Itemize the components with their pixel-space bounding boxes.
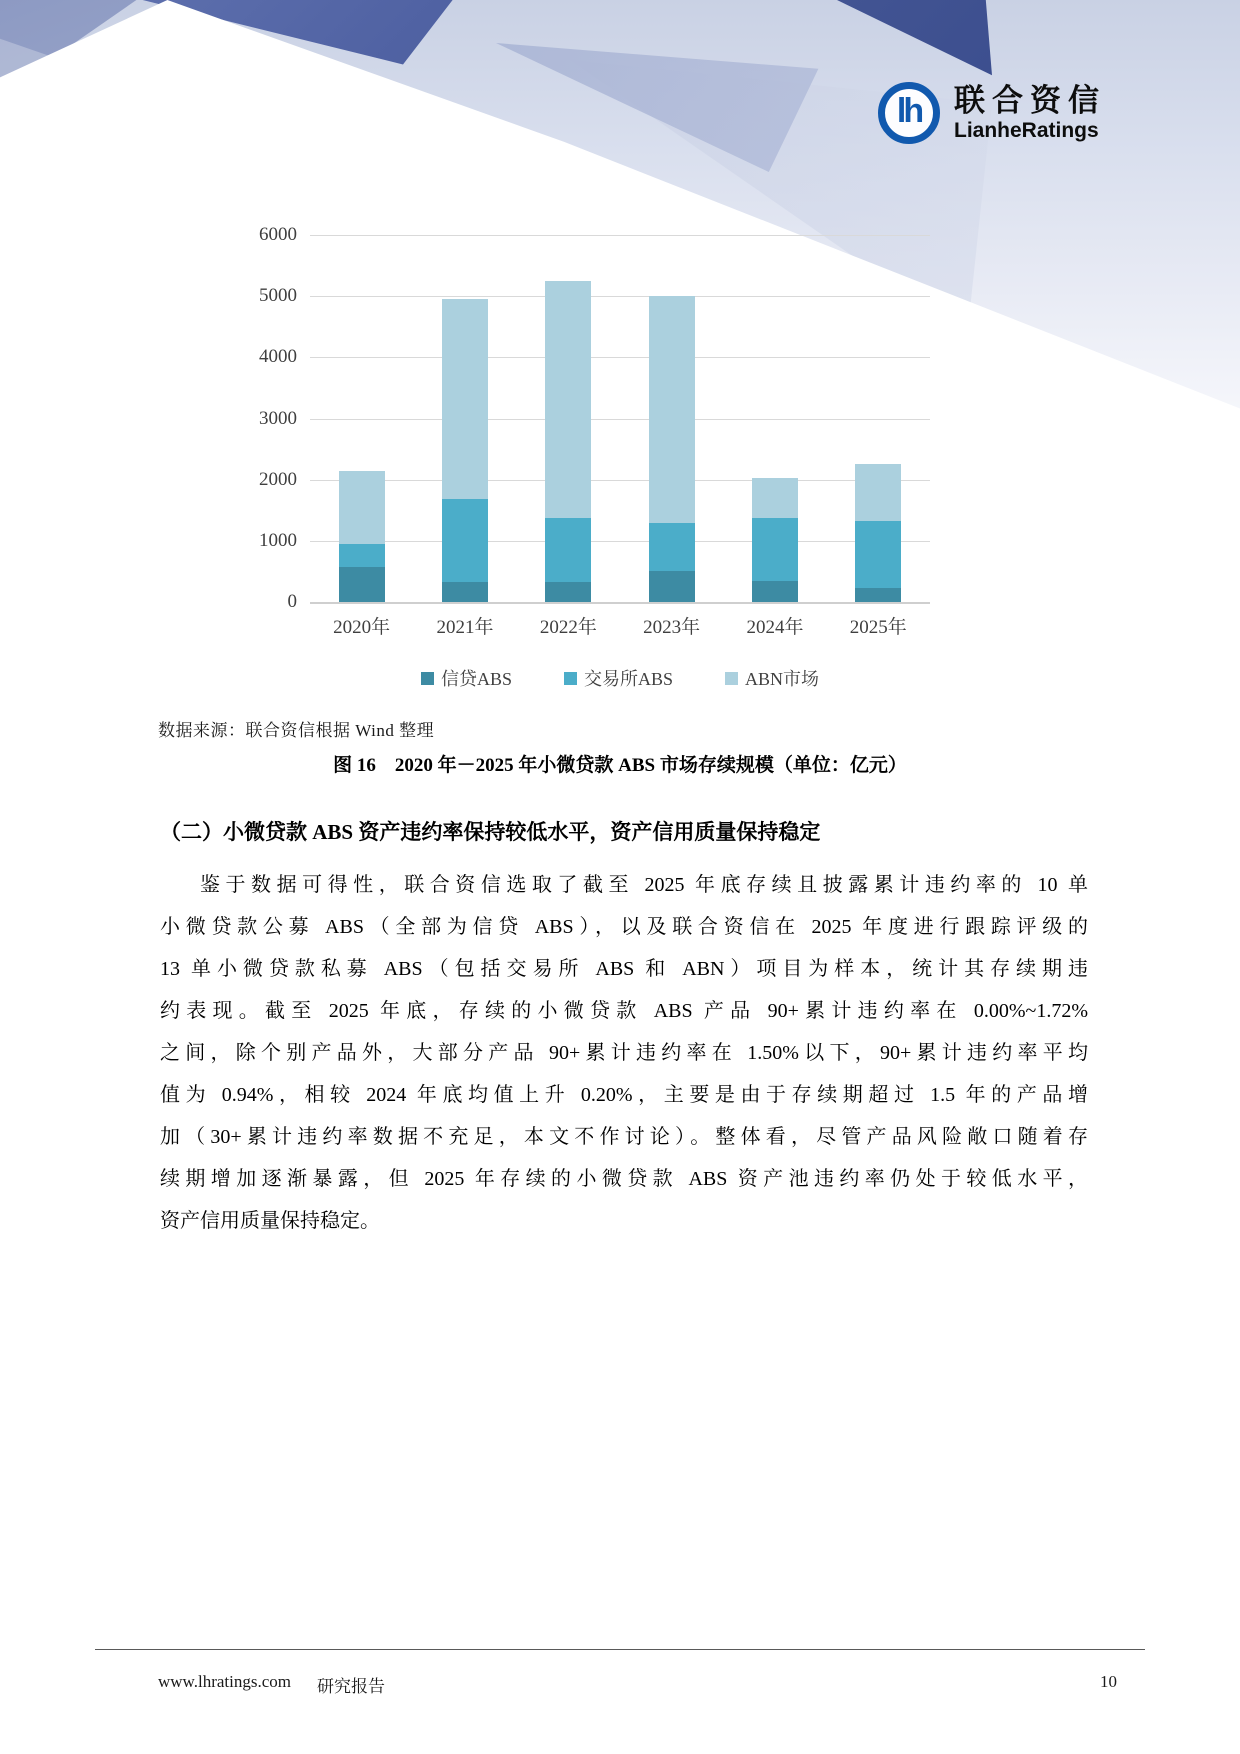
lianhe-logo-icon (878, 82, 940, 144)
x-axis-tick-label: 2023年 (643, 617, 701, 638)
body-paragraph (160, 864, 1088, 1242)
data-source-note: 数据来源：联合资信根据 Wind 整理 (158, 721, 435, 740)
body-line: 加（30+累计违约率数据不充足，本文不作讨论）。整体看，尽管产品风险敞口随着存 (160, 1126, 1088, 1148)
bar-slot (827, 235, 930, 602)
x-axis-tick-label: 2025年 (849, 617, 907, 638)
bar-segment-ABN市场 (339, 471, 385, 544)
bar-segment-ABN市场 (545, 281, 591, 518)
bar-segment-ABN市场 (855, 464, 901, 521)
legend-label: 信贷ABS (440, 669, 512, 689)
bar-slot (620, 235, 723, 602)
page-number: 10 (1100, 1672, 1117, 1691)
y-axis-tick-label: 1000 (259, 529, 297, 551)
stacked-bar (545, 281, 591, 602)
bar-slot (517, 235, 620, 602)
body-line: 续期增加逐渐暴露，但 2025 年存续的小微贷款 ABS 资产池违约率仍处于较低水平， (160, 1168, 1088, 1190)
logo-monogram: lh (896, 92, 922, 130)
chart-plot (310, 235, 930, 604)
footer-left (158, 1672, 385, 1697)
y-axis-tick-label: 0 (287, 591, 297, 612)
y-axis (225, 224, 297, 612)
section-heading: （二）小微贷款 ABS 资产违约率保持较低水平，资产信用质量保持稳定 (160, 820, 821, 844)
stacked-bar (855, 464, 901, 602)
legend-item (564, 665, 673, 691)
body-line: 鉴于数据可得性，联合资信选取了截至 2025 年底存续且披露累计违约率的 10 单 (200, 874, 1088, 896)
bar-segment-信贷ABS (545, 582, 591, 602)
y-axis-tick-label: 4000 (259, 346, 297, 368)
bar-segment-交易所ABS (855, 521, 901, 588)
footer-report-type: 研究报告 (317, 1677, 385, 1696)
x-axis-tick-label: 2022年 (539, 617, 597, 638)
figure-caption: 图 16 2020 年－2025 年小微贷款 ABS 市场存续规模（单位：亿元） (333, 755, 907, 776)
stacked-bar (649, 296, 695, 602)
body-line: 小微贷款公募 ABS（全部为信贷 ABS），以及联合资信在 2025 年度进行跟踪评级的 (160, 916, 1088, 938)
bar-segment-ABN市场 (649, 296, 695, 522)
bar-segment-交易所ABS (752, 518, 798, 581)
bar-segment-交易所ABS (649, 523, 695, 572)
body-line: 资产信用质量保持稳定。 (160, 1210, 380, 1232)
bar-segment-交易所ABS (442, 499, 488, 582)
footer-website-link[interactable]: www.lhratings.com (158, 1672, 291, 1691)
bar-segment-ABN市场 (752, 478, 798, 518)
legend-swatch (564, 672, 577, 685)
bar-segment-信贷ABS (649, 571, 695, 602)
body-line: 之间，除个别产品外，大部分产品 90+累计违约率在 1.50%以下，90+累计违约率平均 (160, 1042, 1088, 1064)
bar-slot (723, 235, 826, 602)
stacked-bar (339, 471, 385, 602)
bar-segment-信贷ABS (752, 581, 798, 602)
lianhe-logo (878, 82, 1106, 144)
body-line: 约表现。截至 2025 年底，存续的小微贷款 ABS 产品 90+累计违约率在 0.00%~1.72% (160, 1000, 1088, 1022)
brand-text (954, 83, 1106, 144)
y-axis-tick-label: 5000 (259, 285, 297, 307)
bar-segment-信贷ABS (339, 567, 385, 602)
legend-item (725, 665, 819, 691)
body-line: 值为 0.94%，相较 2024 年底均值上升 0.20%，主要是由于存续期超过 1.5 年的产品增 (160, 1084, 1088, 1106)
brand-name-cn: 联合资信 (954, 82, 1106, 118)
bar-segment-ABN市场 (442, 299, 488, 500)
bar-slot (413, 235, 516, 602)
bar-segment-交易所ABS (339, 544, 385, 567)
bar-segment-信贷ABS (442, 582, 488, 602)
legend-label: ABN市场 (745, 669, 820, 689)
y-axis-tick-label: 3000 (259, 407, 297, 429)
x-axis-tick-label: 2021年 (436, 617, 494, 638)
brand-name-en: LianheRatings (954, 119, 1099, 143)
x-axis-tick-label: 2024年 (746, 617, 804, 638)
bar-slot (310, 235, 413, 602)
body-line: 13 单小微贷款私募 ABS（包括交易所 ABS 和 ABN）项目为样本，统计其存续期违 (160, 958, 1088, 980)
bar-segment-交易所ABS (545, 518, 591, 582)
x-axis (310, 612, 930, 639)
legend-swatch (421, 672, 434, 685)
y-axis-tick-label: 2000 (259, 468, 297, 490)
y-axis-tick-label: 6000 (259, 224, 297, 245)
stacked-bar (752, 478, 798, 602)
legend-item (421, 665, 512, 691)
chart-legend (310, 665, 930, 691)
x-axis-tick-label: 2020年 (333, 617, 391, 638)
legend-label: 交易所ABS (583, 669, 673, 689)
stacked-bar (442, 299, 488, 602)
legend-swatch (725, 672, 738, 685)
footer-divider (95, 1649, 1145, 1650)
bar-segment-信贷ABS (855, 588, 901, 602)
